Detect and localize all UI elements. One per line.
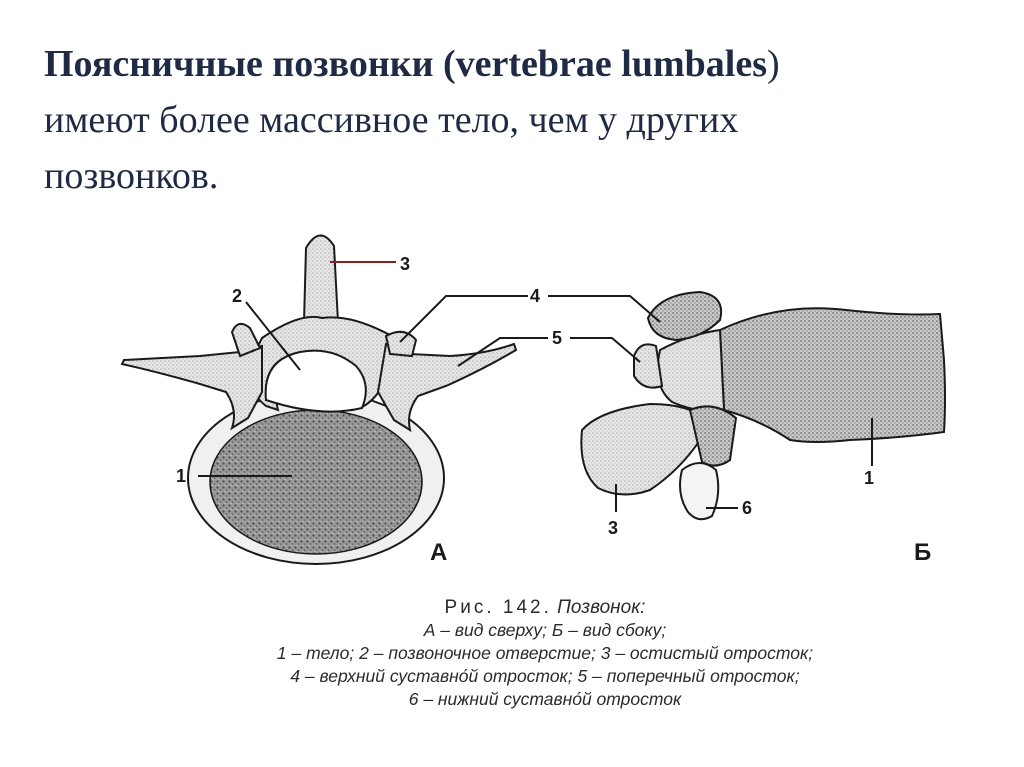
title-bold-text: Поясничные позвонки (vertebrae lumbales — [44, 43, 767, 85]
caption-line-3: 4 – верхний суставно́й отросток; 5 – поперечный отросток; — [290, 666, 800, 686]
title-line-2: имеют более массивное тело, чем у других — [44, 99, 739, 141]
view-a-letter: А — [430, 539, 448, 566]
view-b-drawing — [581, 292, 945, 519]
label-b-6: 6 — [742, 498, 753, 518]
caption-fig-title: Позвонок: — [557, 597, 646, 618]
caption-line-2: 1 – тело; 2 – позвоночное отверстие; 3 – остистый отросток; — [276, 643, 814, 663]
view-a-drawing — [122, 235, 516, 564]
label-b-1: 1 — [864, 468, 875, 488]
caption-line-4: 6 – нижний суставно́й отросток — [408, 689, 682, 709]
label-a-2: 2 — [232, 286, 243, 306]
label-a-1: 1 — [176, 466, 187, 486]
label-b-3: 3 — [608, 518, 619, 538]
title-close-paren: ) — [766, 43, 780, 85]
title-line-3: позвонков. — [44, 155, 219, 197]
label-a-4: 4 — [530, 286, 541, 306]
caption-title — [150, 596, 940, 619]
view-b-letter: Б — [914, 539, 932, 566]
caption-fig-number: Рис. 142. — [444, 597, 552, 618]
caption-line-1: А – вид сверху; Б – вид сбоку; — [423, 620, 667, 640]
label-a-3: 3 — [400, 254, 411, 274]
label-a-5: 5 — [552, 328, 563, 348]
figure-caption — [150, 596, 940, 711]
